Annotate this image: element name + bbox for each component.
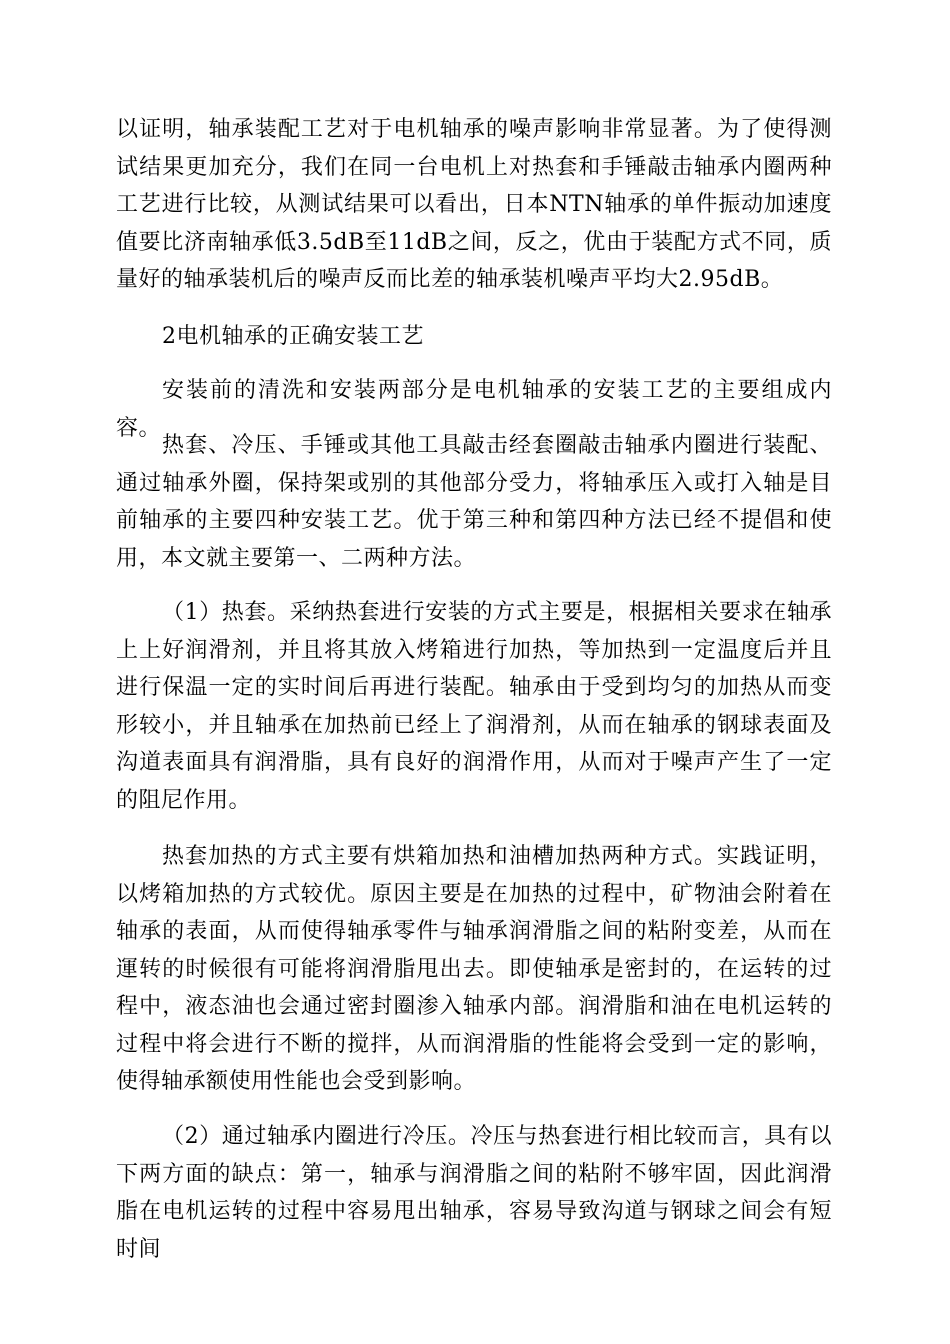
paragraph-hot-fitting: （1）热套。采纳热套进行安装的方式主要是，根据相关要求在轴承上上好润滑剂，并且将其放入烤箱进行加热，等加热到一定温度后并且进行保温一定的实时间后再进行装配。轴承由于受到均匀的加热从而变形较小，并且轴承在加热前已经上了润滑剂，从而在轴承的钢球表面及沟道表面具有润滑脂，具有良好的润滑作用，从而对于噪声产生了一定的阻尼作用。 <box>116 600 832 813</box>
paragraph-continuation: 以证明，轴承装配工艺对于电机轴承的噪声影响非常显著。为了使得测试结果更加充分，我们在同一台电机上对热套和手锤敲击轴承内圈两种工艺进行比较，从测试结果可以看出，日本NTN轴承的单件振动加速度值要比济南轴承低3.5dB至11dB之间，反之，优由于装配方式不同，质量好的轴承装机后的噪声反而比差的轴承装机噪声平均大2.95dB。 <box>116 117 832 292</box>
paragraph-intro: 安装前的清洗和安装两部分是电机轴承的安装工艺的主要组成内容。 <box>116 378 832 441</box>
paragraph-heating-methods: 热套加热的方式主要有烘箱加热和油槽加热两种方式。实践证明，以烤箱加热的方式较优。原因主要是在加热的过程中，矿物油会附着在轴承的表面，从而使得轴承零件与轴承润滑脂之间的粘附变差，从而在運转的时候很有可能将润滑脂甩出去。即使轴承是密封的，在运转的过程中，液态油也会通过密封圈渗入轴承内部。润滑脂和油在电机运转的过程中将会进行不断的搅拌，从而润滑脂的性能将会受到一定的影响，使得轴承额使用性能也会受到影响。 <box>116 844 832 1094</box>
paragraph-cold-pressing: （2）通过轴承内圈进行冷压。冷压与热套进行相比较而言，具有以下两方面的缺点：第一，轴承与润滑脂之间的粘附不够牢固，因此润滑脂在电机运转的过程中容易甩出轴承，容易导致沟道与钢球之间会有短时间 <box>116 1124 832 1262</box>
paragraph-methods: 热套、冷压、手锤或其他工具敲击经套圈敲击轴承内圈进行装配、通过轴承外圈，保持架或别的其他部分受力，将轴承压入或打入轴是目前轴承的主要四种安装工艺。优于第三种和第四种方法已经不提倡和使用，本文就主要第一、二两种方法。 <box>116 433 832 571</box>
section-heading: 2电机轴承的正确安装工艺 <box>162 324 424 349</box>
